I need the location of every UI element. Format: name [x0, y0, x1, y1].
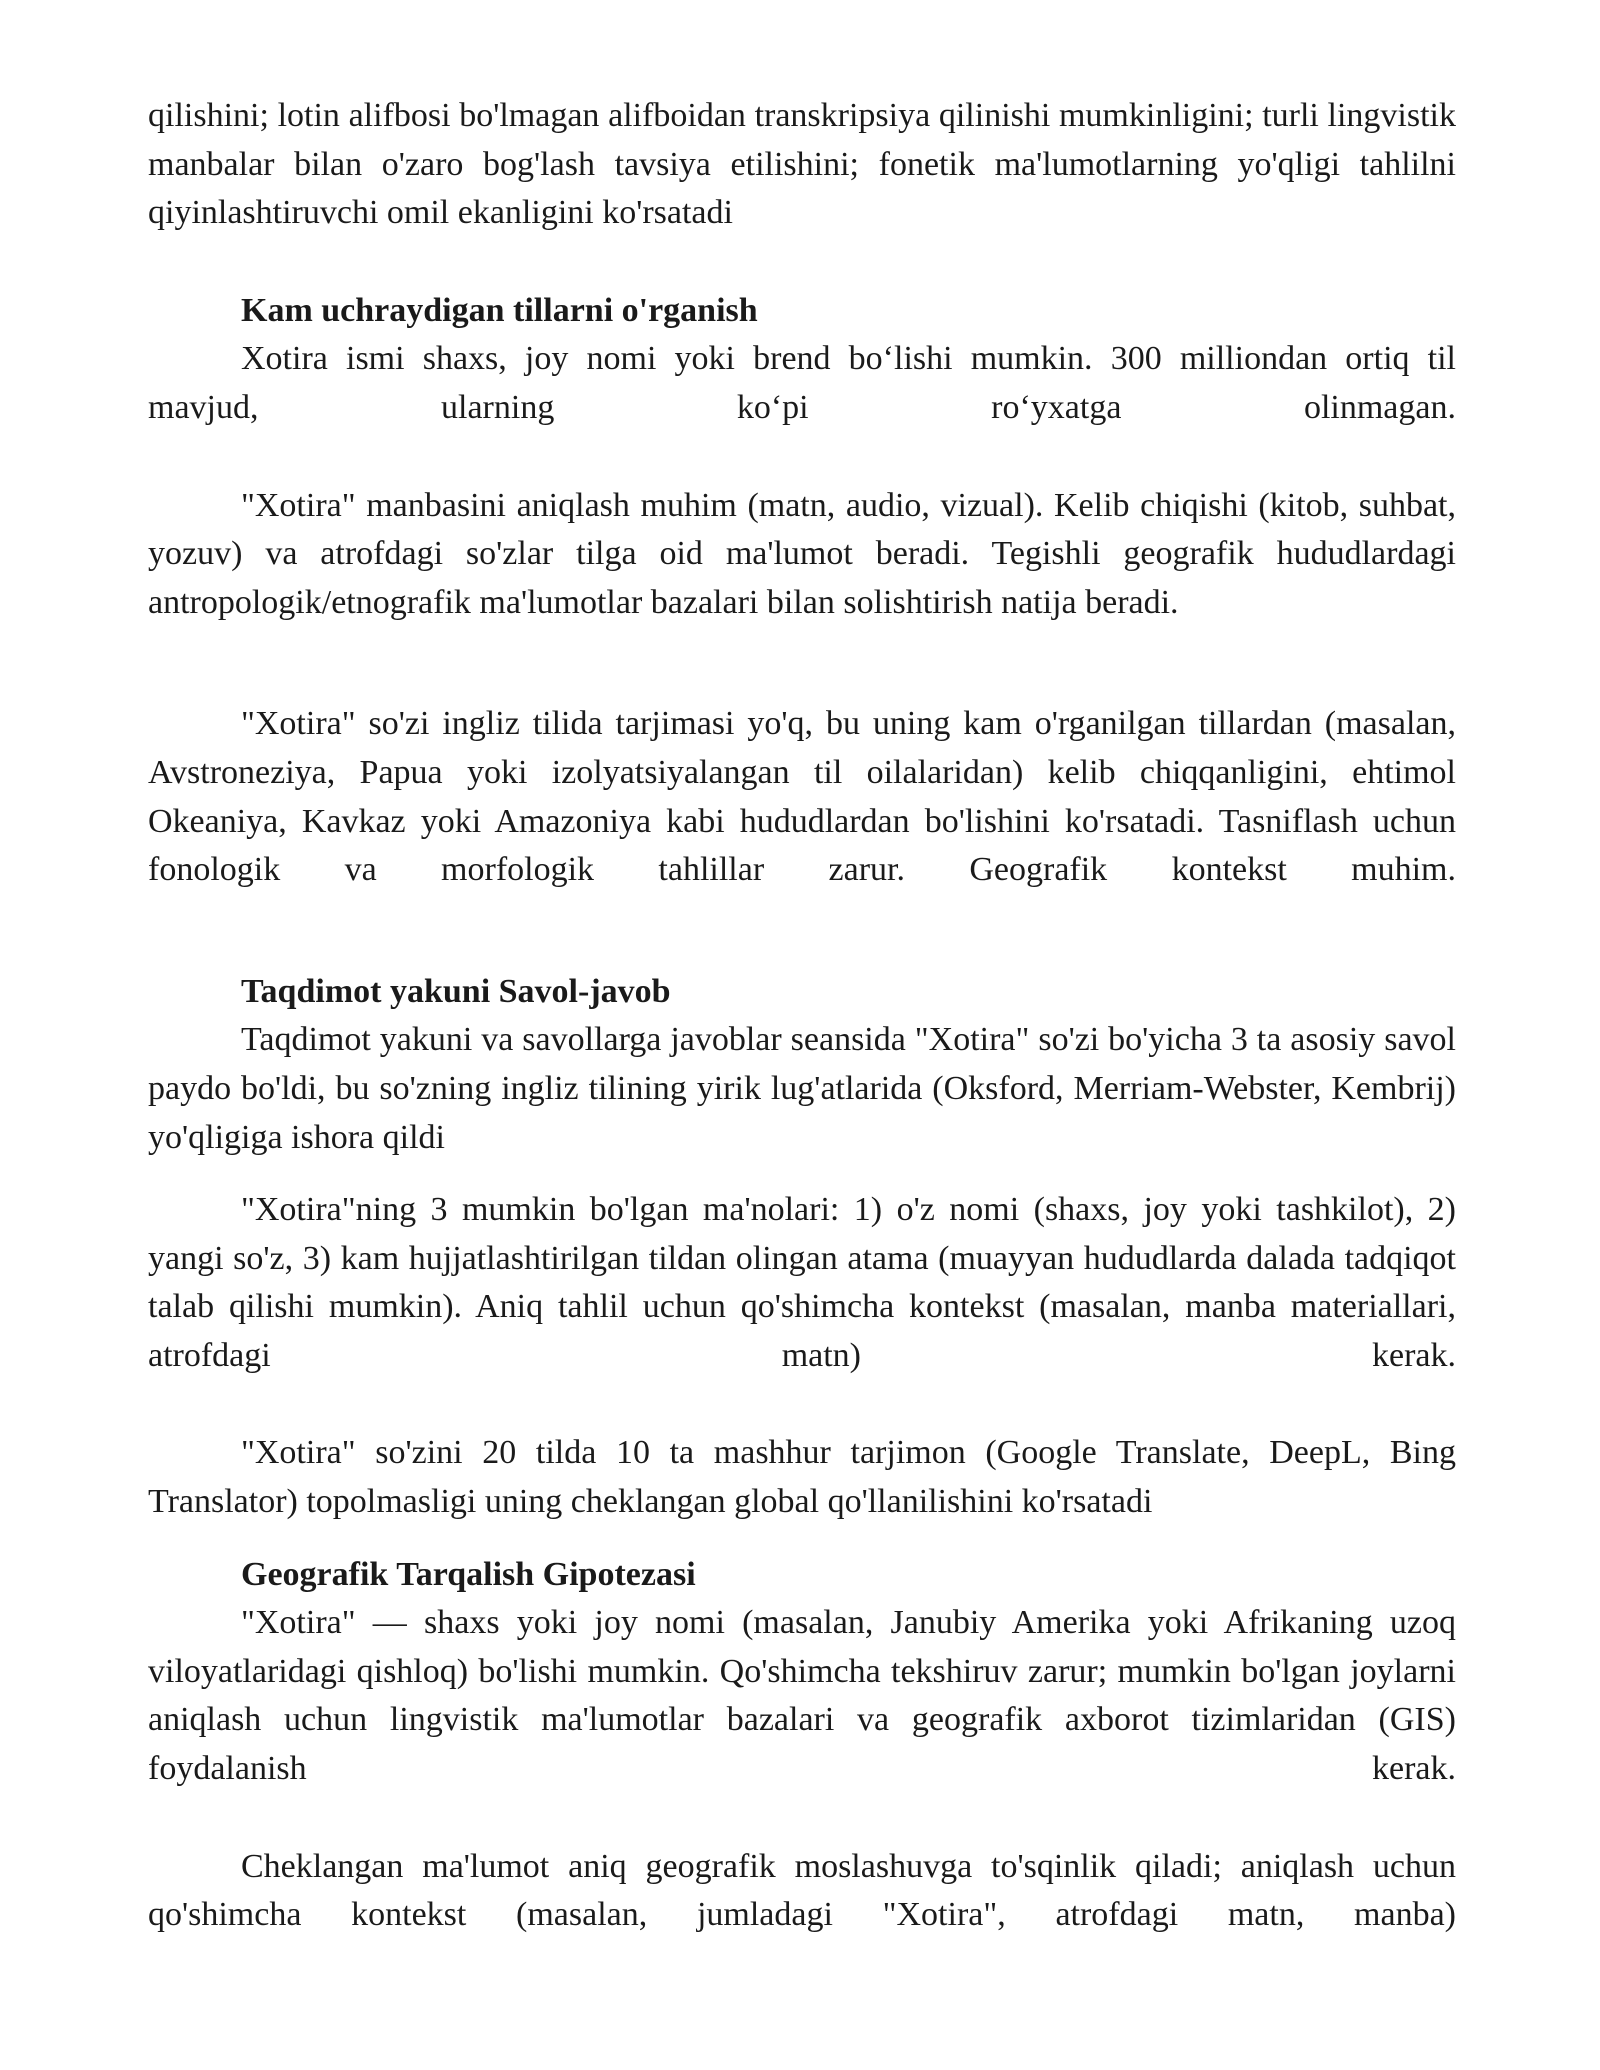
paragraph-no-translation: "Xotira" so'zi ingliz tilida tarjimasi yo'q, bu uning kam o'rganilgan tillardan (masalan, Avstroneziya, Papua yoki izolyatsiyalangan til oilalaridan) kelib chiqqanligini, ehtimol Okeaniya, Kavkaz yoki Amazoniya kabi hududlardan bo'lishini ko'rsatadi. Tasniflash uchun fonologik va morfologik tahlillar zarur. Geografik kontekst muhim.: [148, 705, 1456, 889]
heading-rare-languages: Kam uchraydigan tillarni o'rganish: [241, 291, 758, 329]
heading-geographic-hypothesis: Geografik Tarqalish Gipotezasi: [241, 1555, 696, 1593]
paragraph-intro-continuation: qilishini; lotin alifbosi bo'lmagan alifboidan transkripsiya qilinishi mumkinligini; turli lingvistik manbalar bilan o'zaro bog'lash tavsiya etilishini; fonetik ma'lumotlarning yo'qligi tahlilni qiyinlashtiruvchi omil ekanligini ko'rsatadi: [148, 97, 1456, 232]
heading-presentation-qa: Taqdimot yakuni Savol-javob: [241, 972, 671, 1010]
paragraph-possible-meanings: "Xotira"ning 3 mumkin bo'lgan ma'nolari: 1) o'z nomi (shaxs, joy yoki tashkilot), 2) yangi so'z, 3) kam hujjatlashtirilgan tildan olingan atama (muayyan hududlarda dalada tadqiqot talab qilishi mumkin). Aniq tahlil uchun qo'shimcha kontekst (masalan, manba materiallari, atrofdagi matn) kerak.: [148, 1191, 1456, 1374]
paragraph-geographic-hypothesis: "Xotira" — shaxs yoki joy nomi (masalan, Janubiy Amerika yoki Afrikaning uzoq viloyatlaridagi qishloq) bo'lishi mumkin. Qo'shimcha tekshiruv zarur; mumkin bo'lgan joylarni aniqlash uchun lingvistik ma'lumotlar bazalari va geografik axborot tizimlaridan (GIS) foydalanish kerak.: [148, 1604, 1456, 1788]
document-page: [148, 92, 1456, 1940]
paragraph-limited-data: Cheklangan ma'lumot aniq geografik moslashuvga to'sqinlik qiladi; aniqlash uchun qo'shimcha kontekst (masalan, jumladagi "Xotira", atrofdagi matn, manba): [148, 1847, 1456, 1934]
paragraph-translator-test: "Xotira" so'zini 20 tilda 10 ta mashhur tarjimon (Google Translate, DeepL, Bing Translator) topolmasligi uning cheklangan global qo'llanilishini ko'rsatadi: [148, 1434, 1456, 1521]
paragraph-source-identification: "Xotira" manbasini aniqlash muhim (matn, audio, vizual). Kelib chiqishi (kitob, suhbat, yozuv) va atrofdagi so'zlar tilga oid ma'lumot beradi. Tegishli geografik hududlardagi antropologik/etnografik ma'lumotlar bazalari bilan solishtirish natija beradi.: [148, 486, 1456, 621]
paragraph-xotira-name: Xotira ismi shaxs, joy nomi yoki brend bo‘lishi mumkin. 300 milliondan ortiq til mavjud, ularning ko‘pi ro‘yxatga olinmagan.: [148, 340, 1456, 426]
paragraph-qa-session: Taqdimot yakuni va savollarga javoblar seansida "Xotira" so'zi bo'yicha 3 ta asosiy savol paydo bo'ldi, bu so'zning ingliz tilining yirik lug'atlarida (Oksford, Merriam-Webster, Kembrij) yo'qligiga ishora qildi: [148, 1021, 1456, 1156]
